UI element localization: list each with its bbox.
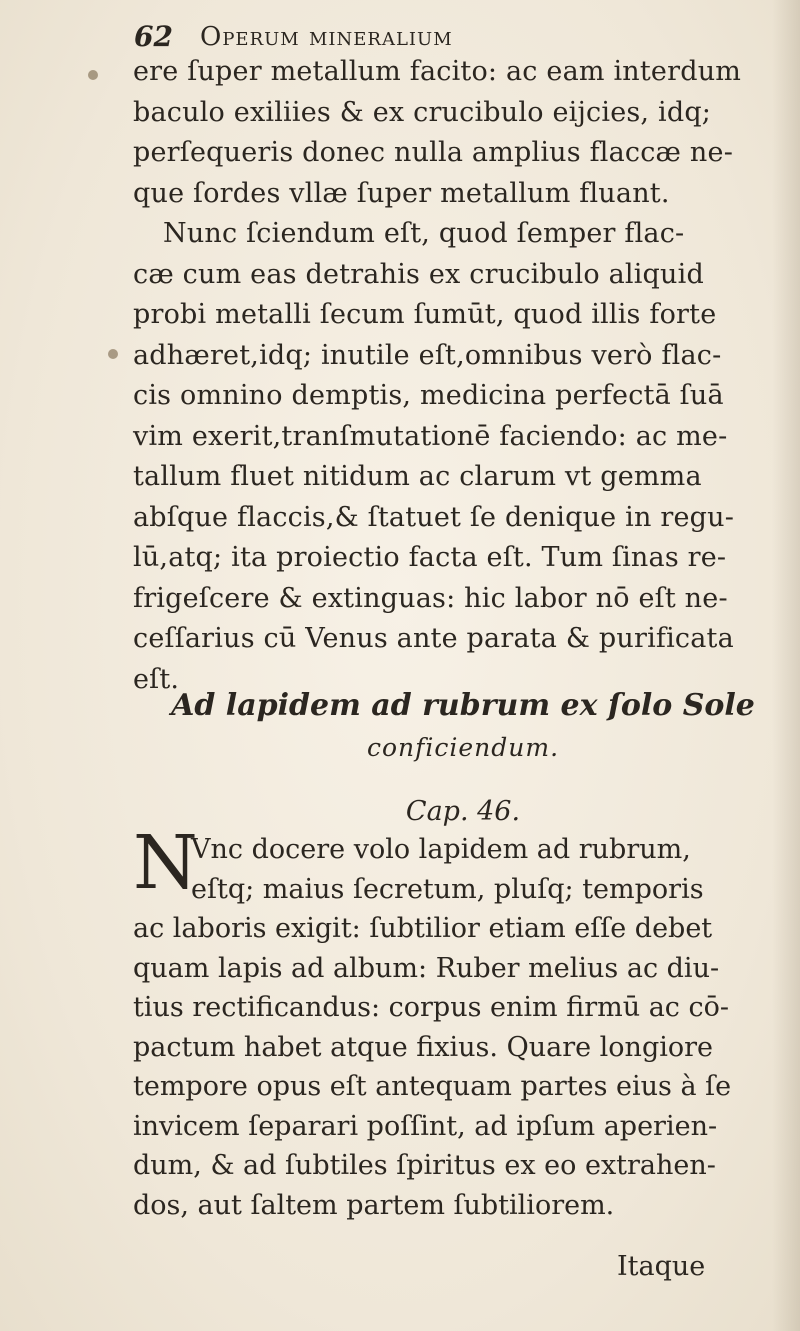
text-line: que ſordes vllæ ſuper metallum fluant. <box>133 177 670 209</box>
body-paragraph <box>133 52 793 700</box>
section-heading-continued: conficiendum. <box>366 733 560 762</box>
drop-capital: N <box>133 820 198 906</box>
chapter-number: Cap. 46. <box>405 796 521 827</box>
text-line: tallum fluet nitidum ac clarum vt gemma <box>133 461 702 492</box>
section-heading: Ad lapidem ad rubrum ex ſolo Sole <box>171 688 755 723</box>
text-line: eſtq; maius ſecretum, pluſq; temporis <box>191 873 704 905</box>
text-line: pactum habet atque fixius. Quare longiore <box>133 1031 713 1063</box>
text-line: cis omnino demptis, medicina perfectā ſuā <box>133 380 724 411</box>
text-line: baculo exiliies & ex crucibulo eijcies, idq; <box>133 96 712 128</box>
text-line: ere ſuper metallum facito: ac eam interdum <box>133 56 742 87</box>
text-line: invicem ſeparari poſſint, ad ipſum aperien- <box>133 1110 718 1142</box>
text-line: dos, aut ſaltem partem ſubtiliorem. <box>133 1189 615 1221</box>
running-head: Operum mineralium <box>200 22 453 52</box>
text-line: Nunc ſciendum eſt, quod ſemper flac- <box>163 218 685 249</box>
text-line: ac laboris exigit: ſubtilior etiam eſſe debet <box>133 913 713 944</box>
text-line: dum, & ad ſubtiles ſpiritus ex eo extrahen- <box>133 1150 716 1181</box>
text-line: cæ cum eas detrahis ex crucibulo aliquid <box>133 258 704 290</box>
text-line: adhæret,idq; inutile eſt,omnibus verò flac- <box>133 339 722 371</box>
text-line: probi metalli ſecum ſumūt, quod illis forte <box>133 299 717 330</box>
text-line: vim exerit,tranſmutationē faciendo: ac me- <box>133 420 728 452</box>
text-line: eſt. <box>133 663 180 695</box>
ink-blot-mark <box>88 70 98 80</box>
catchword: Itaque <box>617 1251 706 1282</box>
text-line: ceſſarius cū Venus ante parata & purificata <box>133 623 734 654</box>
text-line: tempore opus eſt antequam partes eius à ſe <box>133 1071 732 1102</box>
text-line: tius rectificandus: corpus enim firmū ac cō- <box>133 992 730 1023</box>
page-number: 62 <box>134 20 173 53</box>
text-line: lū,atq; ita proiectio facta eſt. Tum ſinas re- <box>133 542 727 573</box>
chapter-paragraph <box>133 820 793 1225</box>
ink-blot-mark <box>108 349 118 359</box>
text-line: Vnc docere volo lapidem ad rubrum, <box>191 834 691 865</box>
text-line: quam lapis ad album: Ruber melius ac diu- <box>133 952 720 984</box>
text-line: abſque flaccis,& ſtatuet ſe denique in regu- <box>133 501 735 533</box>
text-line: frigeſcere & extinguas: hic labor nō eſt ne- <box>133 582 728 614</box>
text-line: perſequeris donec nulla amplius flaccæ ne- <box>133 137 734 168</box>
